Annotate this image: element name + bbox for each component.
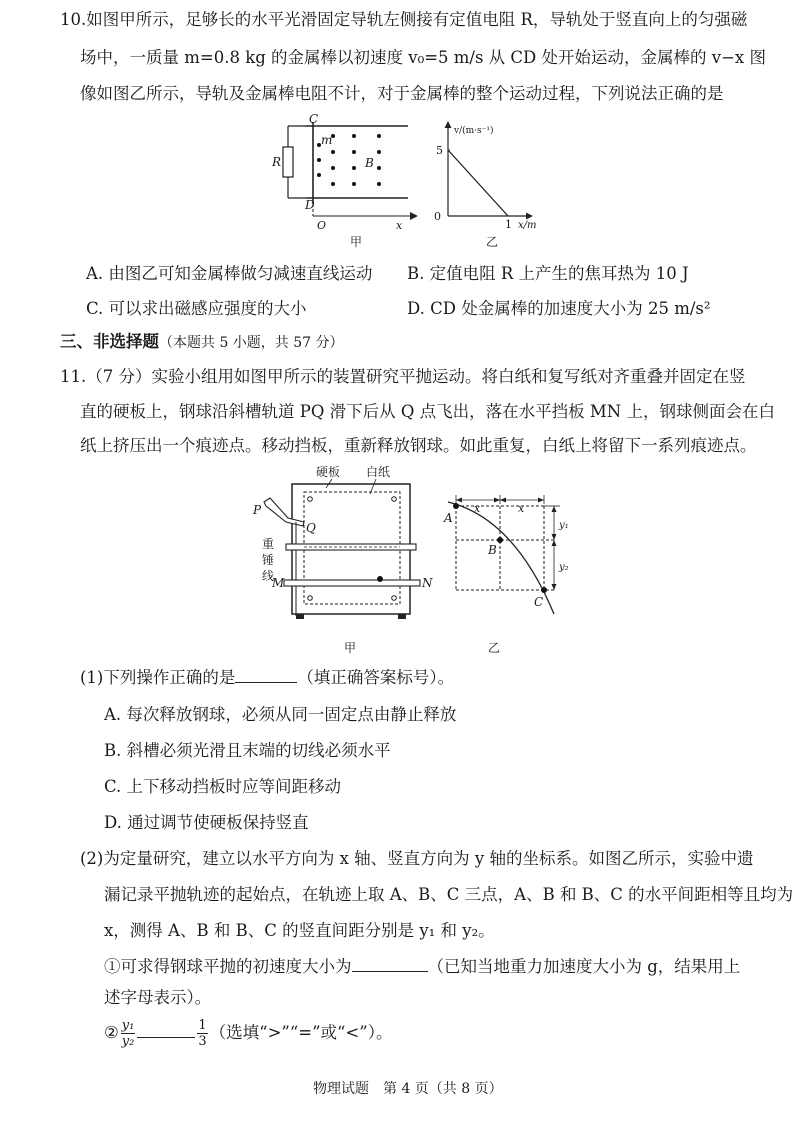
q11-part2-sub1-prompt: ①可求得钢球平抛的初速度大小为 [104, 957, 352, 976]
chute-pq [264, 498, 304, 526]
q10-option-b: B. 定值电阻 R 上产生的焦耳热为 10 J [407, 264, 689, 283]
origin-tick-label: 0 [434, 210, 441, 223]
one-third-fraction [197, 1018, 207, 1049]
one-third-numerator: 1 [198, 1018, 207, 1033]
steel-ball [377, 576, 383, 582]
q11-part1-option-d: D. 通过调节使硬板保持竖直 [104, 813, 309, 832]
q10-stem-line-1: 10.如图甲所示，足够长的水平光滑固定导轨左侧接有定值电阻 R，导轨处于竖直向上的匀强磁 [60, 10, 748, 29]
series-line [448, 150, 508, 216]
q11-figure-jia-apparatus [248, 462, 433, 658]
q11-part1-line [80, 666, 454, 690]
label-m: m [321, 133, 333, 147]
baffle-mn [284, 580, 420, 586]
q10-option-d: D. CD 处金属棒的加速度大小为 25 m/s² [407, 299, 711, 318]
section-heading [60, 330, 344, 355]
label-x-1: x [474, 502, 481, 515]
ratio-denominator: y₂ [121, 1034, 135, 1049]
label-x-2: x [518, 502, 525, 515]
label-A: A [444, 511, 453, 525]
q11-stem-line-3: 纸上挤压出一个痕迹点。移动挡板，重新释放钢球。如此重复，白纸上将留下一系列痕迹点。 [80, 436, 757, 455]
ratio-y1-y2 [121, 1018, 136, 1049]
q11-part1-option-c: C. 上下移动挡板时应等间距移动 [104, 777, 342, 796]
y-tick-label-5: 5 [436, 144, 443, 157]
q11-stem-line-2: 直的硬板上，钢球沿斜槽轨道 PQ 滑下后从 Q 点飞出，落在水平挡板 MN 上，钢球侧面会在白 [80, 402, 775, 421]
q10-option-a: A. 由图乙可知金属棒做匀减速直线运动 [86, 264, 373, 283]
label-P: P [253, 503, 262, 517]
q11-part2-sub1-line-2: 述字母表示）。 [104, 988, 212, 1007]
x-tick-label-1: 1 [505, 218, 512, 231]
q11-part2-sub2-mark: ② [104, 1023, 119, 1042]
label-M: M [272, 576, 285, 590]
q10-figure-jia [268, 112, 418, 252]
label-N: N [422, 576, 433, 590]
q11-part1-suffix: （填正确答案标号）。 [297, 668, 455, 687]
label-x: x [396, 219, 403, 232]
q11-part2-sub2-suffix: （选填“>”“=”或“<”）。 [209, 1023, 393, 1042]
q11-part2-sub2-answer-blank[interactable] [137, 1037, 195, 1038]
q11-part1-option-b: B. 斜槽必须光滑且末端的切线必须水平 [104, 741, 391, 760]
q11-part2-line-2: 漏记录平抛轨迹的起始点，在轨迹上取 A、B、C 三点，A、B 和 B、C 的水平间距相等且均为 [104, 885, 794, 904]
caption-jia: 甲 [344, 641, 357, 655]
point-C [541, 587, 547, 593]
q11-part2-line-1: (2)为定量研究，建立以水平方向为 x 轴、竖直方向为 y 轴的坐标系。如图乙所示，实验中遗 [80, 849, 754, 868]
label-R: R [272, 155, 282, 169]
label-hard-board: 硬板 [316, 465, 341, 479]
q10-stem-line-2: 场中，一质量 m=0.8 kg 的金属棒以初速度 v₀=5 m/s 从 CD 处开始运动，金属棒的 v−x 图 [80, 48, 766, 67]
ratio-numerator: y₁ [121, 1018, 135, 1033]
point-A [453, 503, 459, 509]
label-y1: y₁ [559, 520, 569, 531]
one-third-denominator: 3 [198, 1034, 207, 1049]
q10-figure-yi-chart [420, 112, 540, 252]
caption-yi: 乙 [488, 641, 501, 655]
q10-stem-line-3: 像如图乙所示，导轨及金属棒电阻不计，对于金属棒的整个运动过程，下列说法正确的是 [80, 84, 724, 103]
label-B: B [365, 156, 374, 170]
label-plumb-2: 锤 [262, 553, 275, 567]
q11-part2-sub1-suffix: （已知当地重力加速度大小为 g，结果用上 [427, 957, 741, 976]
q11-part2-sub1-line [104, 955, 740, 979]
q11-part1-prompt: (1)下列操作正确的是 [80, 668, 236, 687]
point-B [497, 537, 503, 543]
label-C: C [534, 595, 544, 609]
resistor-icon [283, 147, 293, 177]
label-O: O [317, 219, 327, 232]
label-Q: Q [306, 521, 316, 535]
q11-part2-line-3: x，测得 A、B 和 B、C 的竖直间距分别是 y₁ 和 y₂。 [104, 921, 495, 940]
label-D: D [305, 198, 315, 212]
q11-part1-answer-blank[interactable] [235, 682, 297, 683]
q11-part2-sub2-line [104, 1016, 392, 1050]
section-note: （本题共 5 小题，共 57 分） [159, 335, 344, 351]
q11-stem-line-1: 11.（7 分）实验小组用如图甲所示的装置研究平抛运动。将白纸和复写纸对齐重叠并固定在竖 [60, 367, 746, 386]
caption-jia: 甲 [350, 235, 363, 249]
label-y2: y₂ [559, 562, 569, 573]
label-C: C [309, 112, 319, 126]
label-white-paper: 白纸 [366, 465, 391, 479]
page-footer: 物理试题 第 4 页（共 8 页） [313, 1081, 503, 1097]
label-B: B [488, 543, 497, 557]
label-plumb-3: 线 [262, 569, 275, 583]
caption-yi: 乙 [486, 235, 499, 249]
x-axis-label: x/m [518, 220, 537, 231]
q10-option-c: C. 可以求出磁感应强度的大小 [86, 299, 307, 318]
q11-part1-option-a: A. 每次释放钢球，必须从同一固定点由静止释放 [104, 705, 457, 724]
section-title: 三、非选择题 [60, 332, 159, 351]
y-axis-label: v/(m·s⁻¹) [454, 126, 494, 136]
q11-figure-yi-trajectory [444, 494, 584, 658]
label-plumb-1: 重 [262, 537, 275, 551]
q11-part2-sub1-answer-blank[interactable] [352, 971, 428, 972]
